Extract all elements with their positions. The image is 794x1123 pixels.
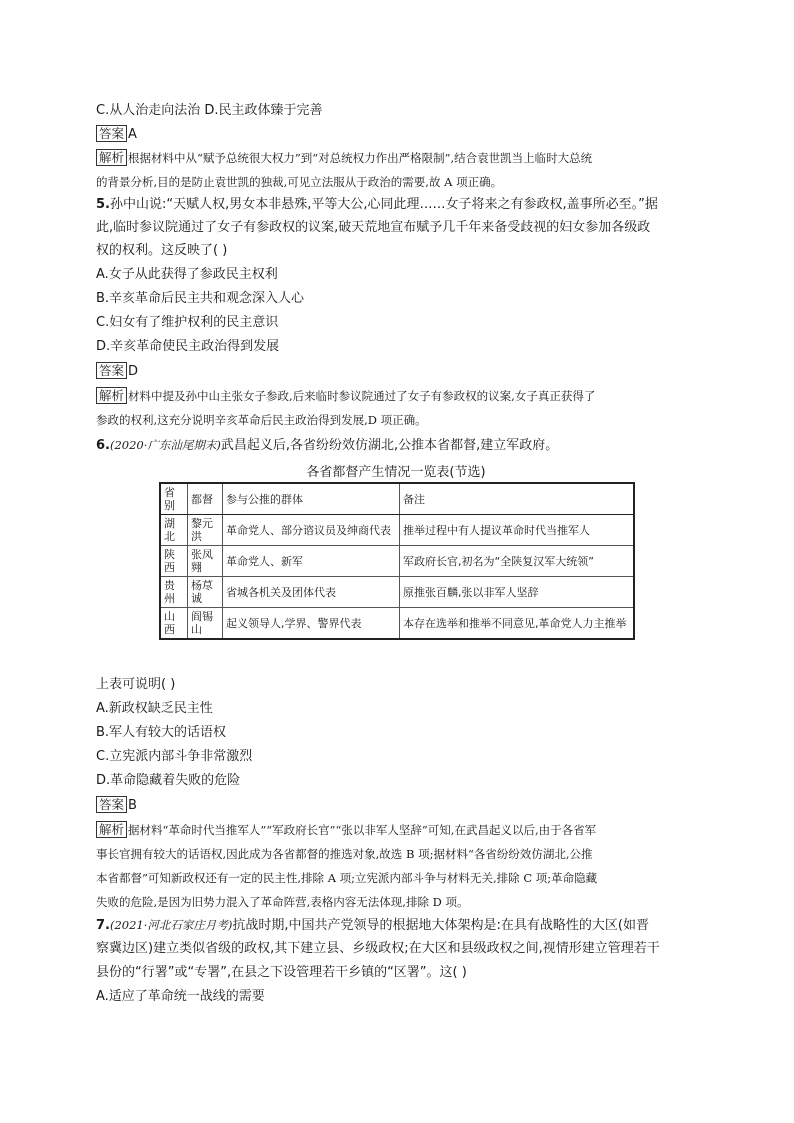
q6-source: (2020·广东汕尾期末) [109,438,221,452]
header-groups: 参与公推的群体 [223,483,400,515]
cell-groups: 起义领导人,学界、警界代表 [223,608,400,640]
cell-governor: 杨荩诚 [188,577,223,608]
header-governor: 都督 [188,483,223,515]
q5-option-d: D.辛亥革命使民主政治得到发展 [96,339,280,354]
cell-groups: 省城各机关及团体代表 [223,577,400,608]
cell-groups: 革命党人、部分谘议员及绅商代表 [223,515,400,546]
answer-label: 答案 [96,796,127,813]
q5-stem-line-1: 5.孙中山说:“天赋人权,男女本非悬殊,平等大公,心同此理……女子将来之有参政权,盖事所必至。”据 [96,197,658,212]
q6-stem-2: 上表可说明( ) [96,677,176,692]
q5-number: 5. [96,197,110,212]
q7-stem-line-3: 县份的“行署”或“专署”,在县之下设管理若干乡镇的“区署”。这( ) [96,965,467,980]
q4-explanation-line-1: 解析 根据材料中从“赋予总统很大权力”到“对总统权力作出严格限制”,结合袁世凯当上临时大总统 [96,149,592,167]
explanation-label: 解析 [96,821,127,838]
q6-answer-row [96,796,137,815]
explanation-label: 解析 [96,387,127,404]
q5-answer-row [96,362,138,381]
cell-province: 陕西 [160,546,188,577]
q6-stem: 6.(2020·广东汕尾期末)武昌起义后,各省纷纷效仿湖北,公推本省都督,建立军政府。 [96,438,559,453]
cell-province: 山西 [160,608,188,640]
answer-label: 答案 [96,362,127,379]
header-province: 省别 [160,483,188,515]
q6-explanation-line-1: 解析 据材料“革命时代当推军人”“军政府长官”“张以非军人坚辞”可知,在武昌起义以后,由于各省军 [96,821,596,839]
q5-option-b: B.辛亥革命后民主共和观念深入人心 [96,291,305,306]
q6-option-c: C.立宪派内部斗争非常激烈 [96,749,253,764]
q5-answer: D [128,364,139,379]
q7-stem-line-2: 察冀边区)建立类似省级的政权,其下建立县、乡级政权;在大区和县级政权之间,视情形建立管理若干 [96,941,660,956]
table-row [160,577,634,608]
table-row [160,546,634,577]
q6-option-a: A.新政权缺乏民主性 [96,701,213,716]
cell-governor: 阎锡山 [188,608,223,640]
table-caption: 各省都督产生情况一览表(节选) [306,465,486,480]
q7-number: 7. [96,918,110,933]
table-header-row [160,483,634,515]
header-notes: 备注 [400,483,635,515]
q7-source: (2021·河北石家庄月考) [109,918,233,932]
q5-option-c: C.妇女有了维护权利的民主意识 [96,315,279,330]
q5-option-a: A.女子从此获得了参政民主权利 [96,267,278,282]
q5-explanation-line-1: 解析 材料中提及孙中山主张女子参政,后来临时参议院通过了女子有参政权的议案,女子真正获得了 [96,387,595,405]
explanation-label: 解析 [96,149,127,166]
q5-stem-line-2: 此,临时参议院通过了女子有参政权的议案,破天荒地宣布赋予几千年来备受歧视的妇女参加各级政 [96,220,651,235]
q4-explanation-line-2: 的背景分析,目的是防止袁世凯的独裁,可见立法服从于政治的需要,故 A 项正确。 [96,175,503,189]
cell-notes: 原推张百麟,张以非军人坚辞 [400,577,635,608]
q7-option-a: A.适应了革命统一战线的需要 [96,989,265,1004]
cell-notes: 军政府长官,初名为“全陕复汉军大统领” [400,546,635,577]
cell-notes: 本存在选举和推举不同意见,革命党人力主推举 [400,608,635,640]
cell-province: 湖北 [160,515,188,546]
q6-explanation-line-2: 事长官拥有较大的话语权,因此成为各省都督的推选对象,故选 B 项;据材料“各省纷纷效仿湖北,公推 [96,847,593,861]
q4-options-cd: C.从人治走向法治 D.民主政体臻于完善 [96,103,323,118]
governor-table [159,482,635,640]
q6-option-d: D.革命隐藏着失败的危险 [96,773,241,788]
cell-notes: 推举过程中有人提议革命时代当推军人 [400,515,635,546]
q6-explanation-line-3: 本省都督”可知新政权还有一定的民主性,排除 A 项;立宪派内部斗争与材料无关,排除 C 项;革命隐藏 [96,871,598,885]
q5-stem-line-3: 权的权利。这反映了( ) [96,243,228,258]
q6-explanation-line-4: 失败的危险,是因为旧势力混入了革命阵营,表格内容无法体现,排除 D 项。 [96,895,469,909]
table-row [160,608,634,640]
q4-answer: A [128,127,137,142]
answer-label: 答案 [96,125,127,142]
q6-option-b: B.军人有较大的话语权 [96,725,227,740]
cell-groups: 革命党人、新军 [223,546,400,577]
table-row [160,515,634,546]
q5-explanation-line-2: 参政的权利,这充分说明辛亥革命后民主政治得到发展,D 项正确。 [96,413,427,427]
cell-province: 贵州 [160,577,188,608]
q6-number: 6. [96,438,110,453]
q7-stem-line-1: 7.(2021·河北石家庄月考)抗战时期,中国共产党领导的根据地大体架构是:在具有战略性的大区(如晋 [96,918,649,933]
q4-answer-row [96,125,137,144]
cell-governor: 黎元洪 [188,515,223,546]
cell-governor: 张凤翙 [188,546,223,577]
q6-answer: B [128,798,137,813]
